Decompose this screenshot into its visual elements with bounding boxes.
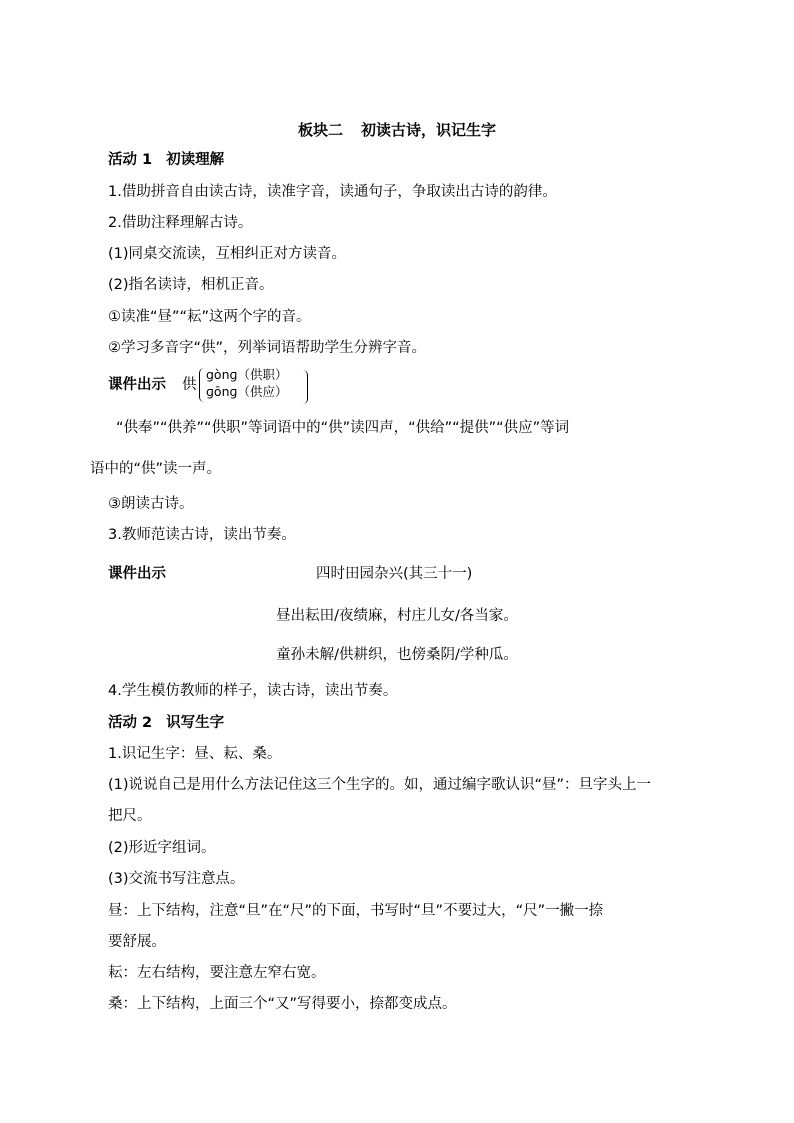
paragraph-line: 1.识记生字：昼、耘、桑。 <box>108 746 282 762</box>
paragraph-line: 4.学生模仿教师的样子，读古诗，读出节奏。 <box>108 683 398 699</box>
paragraph-line: (2)指名读诗，相机正音。 <box>108 277 274 293</box>
explain-line-1: “供奉”“供养”“供职”等词语中的“供”读四声，“供给”“提供”“供应”等词 <box>116 420 570 436</box>
paragraph-line: 昼：上下结构，注意“旦”在“尺”的下面，书写时“旦”不要过大，“尺”一撇一捺 <box>108 903 604 919</box>
paragraph-line: 3.教师范读古诗，读出节奏。 <box>108 527 296 543</box>
paragraph-line: (3)交流书写注意点。 <box>108 871 245 887</box>
activity2-name: 识写生字 <box>166 715 225 731</box>
left-brace <box>199 368 204 402</box>
paragraph-line: (1)说说自己是用什么方法记住这三个生字的。如，通过编字歌认识“昼”：旦字头上一 <box>108 777 652 793</box>
polyphone-char: 供 <box>182 377 197 393</box>
paragraph-line: 桑：上下结构，上面三个“又”写得要小，捺都变成点。 <box>108 996 457 1012</box>
right-brace <box>303 370 308 404</box>
paragraph-line: (1)同桌交流读，互相纠正对方读音。 <box>108 246 347 262</box>
courseware-label: 课件出示 <box>108 377 166 393</box>
polyphone-reading-2: ɡōnɡ（供应） <box>206 384 288 399</box>
paragraph-line: 把尺。 <box>108 808 152 824</box>
section-title <box>0 120 794 140</box>
poem-line-1: 昼出耘田/夜绩麻，村庄儿女/各当家。 <box>276 608 518 624</box>
polyphone-reading-1: gònɡ（供职） <box>206 367 288 382</box>
paragraph-line: 1.借助拼音自由读古诗，读准字音，读通句子，争取读出古诗的韵律。 <box>108 184 557 200</box>
paragraph-line: ②学习多音字“供”，列举词语帮助学生分辨字音。 <box>108 340 427 356</box>
paragraph-line: ③朗读古诗。 <box>108 496 194 512</box>
paragraph-line: 2.借助注释理解古诗。 <box>108 215 253 231</box>
explain-line-2: 语中的“供”读一声。 <box>90 461 222 477</box>
paragraph-line: 要舒展。 <box>108 934 166 950</box>
activity1-label: 活动 1 <box>108 152 153 168</box>
paragraph-line: ①读准“昼”“耘”这两个字的音。 <box>108 309 311 325</box>
poem-line-2: 童孙未解/供耕织，也傍桑阴/学种瓜。 <box>276 647 518 663</box>
activity1-heading <box>108 150 224 170</box>
courseware-label-2: 课件出示 <box>108 566 166 582</box>
paragraph-line: (2)形近字组词。 <box>108 840 216 856</box>
section-title-text: 初读古诗，识记生字 <box>361 121 497 139</box>
paragraph-line: 耘：左右结构，要注意左窄右宽。 <box>108 965 326 981</box>
poem-title: 四时田园杂兴(其三十一) <box>316 566 473 582</box>
activity2-heading <box>108 713 224 733</box>
activity2-label: 活动 2 <box>108 715 153 731</box>
section-part: 板块二 <box>297 121 343 139</box>
activity1-name: 初读理解 <box>166 152 225 168</box>
